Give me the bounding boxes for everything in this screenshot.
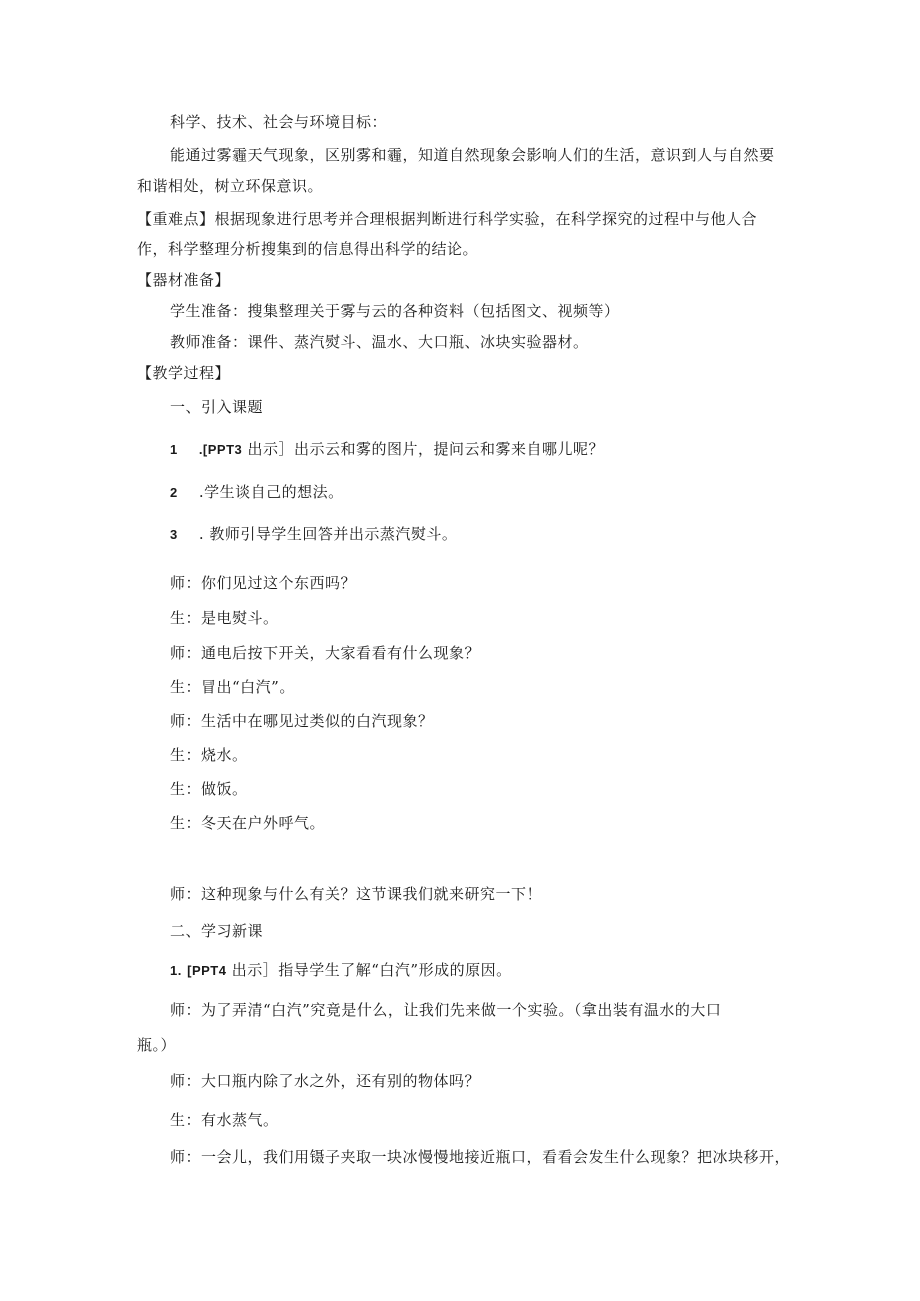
student-prep: 学生准备：搜集整理关于雾与云的各种资料（包括图文、视频等） — [170, 302, 620, 320]
dialogue-line: 生：冒出“白汽”。 — [170, 678, 295, 696]
step-3-number: 3 — [170, 527, 178, 542]
key-points-line-1: 【重难点】根据现象进行思考并合理根据判断进行科学实验，在科学探究的过程中与他人合 — [137, 210, 758, 228]
new-step-1-number: 1. — [170, 963, 182, 978]
dialogue-line: 师：你们见过这个东西吗？ — [170, 574, 357, 592]
new-lesson-step-1 — [170, 960, 512, 981]
key-points-line-2: 作，科学整理分析搜集到的信息得出科学的结论。 — [137, 240, 479, 258]
materials-heading: 【器材准备】 — [137, 271, 231, 289]
dialogue-line: 生：有水蒸气。 — [170, 1111, 279, 1129]
dialogue-line-continued: 瓶。） — [137, 1036, 177, 1054]
objective-text-line-2: 和谐相处，树立环保意识。 — [137, 177, 324, 195]
dialogue-line: 师：生活中在哪见过类似的白汽现象？ — [170, 712, 434, 730]
dialogue-line: 师：为了弄清“白汽”究竟是什么，让我们先来做一个实验。（拿出装有温水的大口 — [170, 1001, 722, 1019]
dialogue-line: 师：大口瓶内除了水之外，还有别的物体吗？ — [170, 1072, 481, 1090]
step-2-text: .学生谈自己的想法。 — [198, 483, 344, 501]
dialogue-line: 生：烧水。 — [170, 746, 248, 764]
step-1-text: 出示］出示云和雾的图片，提问云和雾来自哪儿呢？ — [242, 440, 605, 458]
step-1-number: 1 — [170, 442, 178, 457]
step-1-ppt-tag: .[PPT3 — [198, 442, 243, 457]
section-new-lesson-heading: 二、学习新课 — [170, 922, 264, 940]
step-3 — [170, 524, 457, 545]
step-1 — [170, 439, 604, 460]
dialogue-line: 师：这种现象与什么有关？这节课我们就来研究一下！ — [170, 885, 543, 903]
dialogue-line: 师：通电后按下开关，大家看看有什么现象？ — [170, 644, 481, 662]
dialogue-line: 生：做饭。 — [170, 780, 248, 798]
dialogue-line: 师：一会儿，我们用镊子夹取一块冰慢慢地接近瓶口，看看会发生什么现象？把冰块移开， — [170, 1148, 791, 1166]
process-heading: 【教学过程】 — [137, 364, 231, 382]
step-3-text: . 教师引导学生回答并出示蒸汽熨斗。 — [198, 525, 458, 543]
new-step-1-ppt-tag: [PPT4 — [187, 963, 227, 978]
new-step-1-text: 出示］指导学生了解“白汽”形成的原因。 — [226, 961, 512, 979]
objective-text-line-1: 能通过雾霾天气现象，区别雾和霾，知道自然现象会影响人们的生活，意识到人与自然要 — [170, 146, 775, 164]
step-2-number: 2 — [170, 485, 178, 500]
step-2 — [170, 482, 344, 503]
teacher-prep: 教师准备：课件、蒸汽熨斗、温水、大口瓶、冰块实验器材。 — [170, 333, 589, 351]
objective-heading: 科学、技术、社会与环境目标： — [170, 113, 388, 131]
section-intro-heading: 一、引入课题 — [170, 398, 264, 416]
dialogue-line: 生：冬天在户外呼气。 — [170, 814, 326, 832]
dialogue-line: 生：是电熨斗。 — [170, 609, 279, 627]
